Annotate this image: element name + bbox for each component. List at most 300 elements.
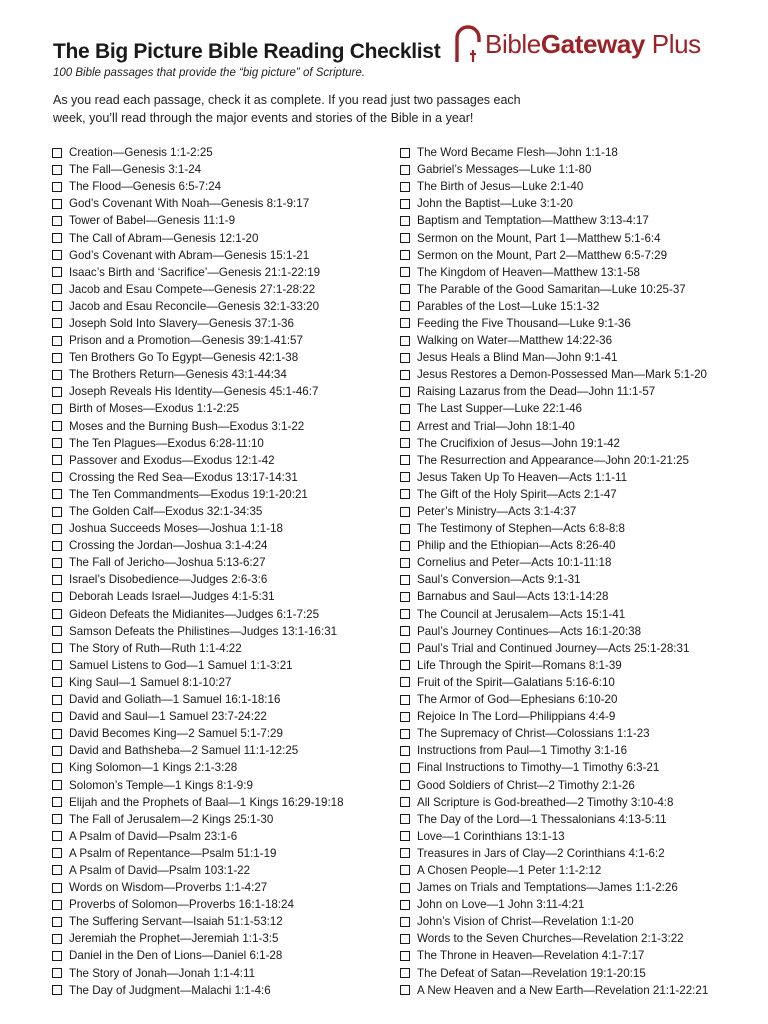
checklist-item <box>52 759 392 776</box>
checklist-new-testament <box>400 144 760 999</box>
checklist-item-label: Joshua Succeeds Moses—Joshua 1:1-18 <box>69 522 283 536</box>
checklist-item <box>400 298 760 315</box>
checkbox[interactable] <box>400 900 410 910</box>
checklist-item-label: David and Bathsheba—2 Samuel 11:1-12:25 <box>69 744 299 758</box>
checkbox[interactable] <box>400 233 410 243</box>
checklist-item-label: The Ten Commandments—Exodus 19:1-20:21 <box>69 487 308 501</box>
checklist-item <box>52 708 392 725</box>
checklist-item-label: Arrest and Trial—John 18:1-40 <box>417 419 575 433</box>
checklist-item-label: A Psalm of David—Psalm 103:1-22 <box>69 863 251 877</box>
checklist-item <box>52 332 392 349</box>
checklist-item-label: Final Instructions to Timothy—1 Timothy 6:3-21 <box>417 761 660 775</box>
checkbox[interactable] <box>400 387 410 397</box>
checklist-item <box>400 195 760 212</box>
checklist-item <box>52 383 392 400</box>
checklist-item-label: Birth of Moses—Exodus 1:1-2:25 <box>69 402 240 416</box>
checklist-item <box>400 281 760 298</box>
checklist-item <box>52 264 392 281</box>
checklist-item <box>400 845 760 862</box>
checklist-item <box>400 674 760 691</box>
checklist-item-label: Jesus Taken Up To Heaven—Acts 1:1-11 <box>417 470 628 484</box>
checkbox[interactable] <box>52 917 62 927</box>
checkbox[interactable] <box>400 148 410 158</box>
checklist-item-label: The Suffering Servant—Isaiah 51:1-53:12 <box>69 915 283 929</box>
checkbox[interactable] <box>400 968 410 978</box>
checklist-item-label: Jesus Heals a Blind Man—John 9:1-41 <box>417 351 618 365</box>
checkbox[interactable] <box>52 626 62 636</box>
checklist-item-label: The Day of Judgment—Malachi 1:1-4:6 <box>69 983 271 997</box>
checklist-item-label: Gabriel’s Messages—Luke 1:1-80 <box>417 163 592 177</box>
checkbox[interactable] <box>52 695 62 705</box>
checklist-item-label: The Brothers Return—Genesis 43:1-44:34 <box>69 368 287 382</box>
checklist-item <box>52 315 392 332</box>
checklist-item-label: The Fall of Jerusalem—2 Kings 25:1-30 <box>69 812 274 826</box>
checklist-item <box>52 862 392 879</box>
checklist-item-label: The Fall—Genesis 3:1-24 <box>69 163 202 177</box>
checkbox[interactable] <box>52 404 62 414</box>
checkbox[interactable] <box>400 507 410 517</box>
checklist-item-label: The Call of Abram—Genesis 12:1-20 <box>69 231 259 245</box>
checklist-item <box>52 828 392 845</box>
checkbox[interactable] <box>400 609 410 619</box>
checkbox[interactable] <box>52 199 62 209</box>
checklist-item <box>52 452 392 469</box>
checkbox[interactable] <box>52 643 62 653</box>
checklist-item <box>400 896 760 913</box>
checkbox[interactable] <box>52 216 62 226</box>
checklist-item <box>52 229 392 246</box>
checklist-item <box>400 930 760 947</box>
checklist-item <box>400 452 760 469</box>
checkbox[interactable] <box>400 199 410 209</box>
checklist-item <box>52 913 392 930</box>
checkbox[interactable] <box>52 421 62 431</box>
checkbox[interactable] <box>400 797 410 807</box>
checklist-item-label: David and Goliath—1 Samuel 16:1-18:16 <box>69 693 281 707</box>
checklist-item-label: The Ten Plagues—Exodus 6:28-11:10 <box>69 436 264 450</box>
checkbox[interactable] <box>52 455 62 465</box>
checkbox[interactable] <box>400 951 410 961</box>
checklist-item <box>52 794 392 811</box>
checklist-item-label: Sermon on the Mount, Part 1—Matthew 5:1-6:4 <box>417 231 661 245</box>
checkbox[interactable] <box>52 985 62 995</box>
checklist-item <box>52 811 392 828</box>
page-title: The Big Picture Bible Reading Checklist <box>53 40 441 63</box>
checklist-item <box>52 776 392 793</box>
checklist-item-label: Treasures in Jars of Clay—2 Corinthians 4:1-6:2 <box>417 846 665 860</box>
checklist-item-label: Israel’s Disobedience—Judges 2:6-3:6 <box>69 573 268 587</box>
checklist-item-label: Saul’s Conversion—Acts 9:1-31 <box>417 573 581 587</box>
logo-text-gateway: Gateway <box>540 29 645 59</box>
biblegateway-plus-logo <box>453 22 701 66</box>
checklist-item <box>52 247 392 264</box>
logo-text-plus: Plus <box>644 29 701 59</box>
checklist-item-label: God’s Covenant With Noah—Genesis 8:1-9:17 <box>69 197 310 211</box>
checklist-item <box>52 965 392 982</box>
checkbox[interactable] <box>52 848 62 858</box>
checkbox[interactable] <box>400 558 410 568</box>
checklist-item <box>400 554 760 571</box>
checklist-item <box>400 520 760 537</box>
checklist-item-label: A Chosen People—1 Peter 1:1-2:12 <box>417 863 602 877</box>
checklist-item <box>400 366 760 383</box>
checkbox[interactable] <box>400 831 410 841</box>
checklist-item-label: The Story of Ruth—Ruth 1:1-4:22 <box>69 641 242 655</box>
checklist-item-label: Proverbs of Solomon—Proverbs 16:1-18:24 <box>69 898 294 912</box>
checklist-item <box>52 537 392 554</box>
checklist-item <box>400 759 760 776</box>
checkbox[interactable] <box>400 353 410 363</box>
logo-text-bible: Bible <box>485 29 541 59</box>
checklist-item-label: The Day of the Lord—1 Thessalonians 4:13-5:11 <box>417 812 667 826</box>
checklist-item <box>400 469 760 486</box>
checklist-item-label: John the Baptist—Luke 3:1-20 <box>417 197 573 211</box>
checkbox[interactable] <box>400 934 410 944</box>
checkbox[interactable] <box>52 541 62 551</box>
checkbox[interactable] <box>52 814 62 824</box>
checkbox[interactable] <box>52 934 62 944</box>
checklist-item-label: Words to the Seven Churches—Revelation 2:1-3:22 <box>417 932 684 946</box>
checklist-item <box>400 229 760 246</box>
checklist-item <box>400 435 760 452</box>
checklist-item-label: Joseph Sold Into Slavery—Genesis 37:1-36 <box>69 316 294 330</box>
checklist-item <box>52 947 392 964</box>
checklist-item <box>52 742 392 759</box>
checklist-item <box>52 178 392 195</box>
checklist-item-label: Tower of Babel—Genesis 11:1-9 <box>69 214 236 228</box>
checkbox[interactable] <box>52 712 62 722</box>
checklist-item <box>52 195 392 212</box>
checklist-item-label: The Resurrection and Appearance—John 20:1-21:25 <box>417 453 689 467</box>
checkbox[interactable] <box>400 472 410 482</box>
checklist-item <box>400 571 760 588</box>
page-subtitle: 100 Bible passages that provide the “big picture” of Scripture. <box>53 67 365 79</box>
checkbox[interactable] <box>400 695 410 705</box>
checklist-item <box>400 708 760 725</box>
checkbox[interactable] <box>52 558 62 568</box>
checkbox[interactable] <box>400 643 410 653</box>
checkbox[interactable] <box>52 883 62 893</box>
checklist-item-label: The Parable of the Good Samaritan—Luke 10:25-37 <box>417 282 686 296</box>
checklist-item <box>400 947 760 964</box>
checklist-item-label: Philip and the Ethiopian—Acts 8:26-40 <box>417 539 616 553</box>
checklist-item <box>52 930 392 947</box>
checklist-item-label: Solomon’s Temple—1 Kings 8:1-9:9 <box>69 778 253 792</box>
checklist-item <box>52 606 392 623</box>
checklist-item <box>52 435 392 452</box>
checklist-item-label: John’s Vision of Christ—Revelation 1:1-20 <box>417 915 634 929</box>
checkbox[interactable] <box>52 182 62 192</box>
checklist-item <box>400 144 760 161</box>
checkbox[interactable] <box>400 404 410 414</box>
checkbox[interactable] <box>52 301 62 311</box>
checklist-item-label: The Defeat of Satan—Revelation 19:1-20:15 <box>417 966 646 980</box>
checklist-item-label: Creation—Genesis 1:1-2:25 <box>69 146 213 160</box>
checklist-item <box>400 161 760 178</box>
checklist-item <box>52 298 392 315</box>
checklist-item-label: James on Trials and Temptations—James 1:1-2:26 <box>417 881 678 895</box>
checklist-item-label: The Throne in Heaven—Revelation 4:1-7:17 <box>417 949 645 963</box>
checkbox[interactable] <box>400 865 410 875</box>
checklist-item <box>400 657 760 674</box>
checkbox[interactable] <box>400 575 410 585</box>
checklist-item-label: Isaac’s Birth and ‘Sacrifice’—Genesis 21:1-22:19 <box>69 265 321 279</box>
checkbox[interactable] <box>400 301 410 311</box>
checkbox[interactable] <box>400 182 410 192</box>
checklist-item <box>400 178 760 195</box>
checklist-item <box>400 606 760 623</box>
checklist-item <box>52 588 392 605</box>
checklist-item <box>52 640 392 657</box>
checklist-item <box>400 503 760 520</box>
checkbox[interactable] <box>52 250 62 260</box>
checkbox[interactable] <box>52 797 62 807</box>
checkbox[interactable] <box>52 165 62 175</box>
checkbox[interactable] <box>52 318 62 328</box>
checkbox[interactable] <box>52 865 62 875</box>
checklist-item-label: The Fall of Jericho—Joshua 5:13-6:27 <box>69 556 266 570</box>
checklist-item-label: Feeding the Five Thousand—Luke 9:1-36 <box>417 316 631 330</box>
checklist-item <box>400 383 760 400</box>
checkbox[interactable] <box>52 148 62 158</box>
checklist-item-label: All Scripture is God-breathed—2 Timothy 3:10-4:8 <box>417 795 674 809</box>
checkbox[interactable] <box>52 489 62 499</box>
checkbox[interactable] <box>52 233 62 243</box>
gateway-arch-icon <box>453 24 483 64</box>
checklist-item <box>52 845 392 862</box>
checkbox[interactable] <box>52 968 62 978</box>
checklist-item-label: Paul’s Journey Continues—Acts 16:1-20:38 <box>417 624 642 638</box>
checkbox[interactable] <box>400 780 410 790</box>
checklist-item <box>400 862 760 879</box>
checklist-item <box>52 212 392 229</box>
checkbox[interactable] <box>400 267 410 277</box>
checkbox[interactable] <box>400 421 410 431</box>
checklist-item <box>52 503 392 520</box>
checklist-item <box>52 144 392 161</box>
checklist-item-label: Samson Defeats the Philistines—Judges 13:1-16:31 <box>69 624 338 638</box>
checkbox[interactable] <box>400 917 410 927</box>
checklist-item-label: Life Through the Spirit—Romans 8:1-39 <box>417 658 622 672</box>
checklist-item <box>52 896 392 913</box>
checklist-item-label: Words on Wisdom—Proverbs 1:1-4:27 <box>69 881 268 895</box>
checklist-item-label: Gideon Defeats the Midianites—Judges 6:1-7:25 <box>69 607 320 621</box>
checkbox[interactable] <box>52 609 62 619</box>
checklist-item-label: David Becomes King—2 Samuel 5:1-7:29 <box>69 727 283 741</box>
checklist-item-label: The Word Became Flesh—John 1:1-18 <box>417 146 618 160</box>
checkbox[interactable] <box>400 216 410 226</box>
checklist-item-label: Prison and a Promotion—Genesis 39:1-41:57 <box>69 334 303 348</box>
checklist-item-label: The Armor of God—Ephesians 6:10-20 <box>417 693 618 707</box>
checklist-item <box>52 725 392 742</box>
checklist-item-label: Raising Lazarus from the Dead—John 11:1-57 <box>417 385 656 399</box>
checkbox[interactable] <box>400 489 410 499</box>
checkbox[interactable] <box>52 472 62 482</box>
checklist-item-label: Jacob and Esau Reconcile—Genesis 32:1-33:20 <box>69 299 320 313</box>
checkbox[interactable] <box>52 524 62 534</box>
checklist-item-label: The Council at Jerusalem—Acts 15:1-41 <box>417 607 626 621</box>
checklist-item-label: Crossing the Red Sea—Exodus 13:17-14:31 <box>69 470 298 484</box>
checkbox[interactable] <box>400 438 410 448</box>
checklist-item-label: A Psalm of David—Psalm 23:1-6 <box>69 829 238 843</box>
checklist-item-label: David and Saul—1 Samuel 23:7-24:22 <box>69 710 267 724</box>
checkbox[interactable] <box>400 455 410 465</box>
checklist-item <box>52 571 392 588</box>
checklist-item-label: The Supremacy of Christ—Colossians 1:1-23 <box>417 727 650 741</box>
checklist-item-label: The Gift of the Holy Spirit—Acts 2:1-47 <box>417 487 617 501</box>
checkbox[interactable] <box>52 660 62 670</box>
checkbox[interactable] <box>400 660 410 670</box>
checkbox[interactable] <box>400 524 410 534</box>
checkbox[interactable] <box>52 729 62 739</box>
checkbox[interactable] <box>52 780 62 790</box>
checklist-item <box>52 520 392 537</box>
checkbox[interactable] <box>400 165 410 175</box>
checklist-item-label: Rejoice In The Lord—Philippians 4:4-9 <box>417 710 616 724</box>
checklist-item-label: Daniel in the Den of Lions—Daniel 6:1-28 <box>69 949 283 963</box>
checklist-item <box>400 811 760 828</box>
checklist-item-label: Paul’s Trial and Continued Journey—Acts 25:1-28:31 <box>417 641 690 655</box>
checkbox[interactable] <box>400 814 410 824</box>
checkbox[interactable] <box>400 729 410 739</box>
checklist-item-label: Jeremiah the Prophet—Jeremiah 1:1-3:5 <box>69 932 279 946</box>
checklist-item-label: Crossing the Jordan—Joshua 3:1-4:24 <box>69 539 268 553</box>
checklist-item <box>400 640 760 657</box>
checkbox[interactable] <box>400 746 410 756</box>
checklist-item-label: Cornelius and Peter—Acts 10:1-11:18 <box>417 556 612 570</box>
checkbox[interactable] <box>52 507 62 517</box>
checklist-item <box>400 264 760 281</box>
checkbox[interactable] <box>52 336 62 346</box>
checkbox[interactable] <box>52 592 62 602</box>
checklist-item-label: The Last Supper—Luke 22:1-46 <box>417 402 582 416</box>
checklist-item <box>52 469 392 486</box>
checklist-item <box>400 212 760 229</box>
checklist-item-label: King Solomon—1 Kings 2:1-3:28 <box>69 761 238 775</box>
checklist-item-label: The Birth of Jesus—Luke 2:1-40 <box>417 180 584 194</box>
checklist-item <box>52 418 392 435</box>
checklist-item-label: Samuel Listens to God—1 Samuel 1:1-3:21 <box>69 658 293 672</box>
checklist-item <box>52 486 392 503</box>
checklist-item <box>52 691 392 708</box>
checkbox[interactable] <box>52 951 62 961</box>
checkbox[interactable] <box>400 677 410 687</box>
checklist-item <box>400 879 760 896</box>
checkbox[interactable] <box>400 626 410 636</box>
checkbox[interactable] <box>400 848 410 858</box>
checklist-item-label: Baptism and Temptation—Matthew 3:13-4:17 <box>417 214 649 228</box>
checklist-item <box>400 776 760 793</box>
checklist-item-label: Fruit of the Spirit—Galatians 5:16-6:10 <box>417 675 615 689</box>
checklist-item <box>52 982 392 999</box>
checkbox[interactable] <box>52 370 62 380</box>
checklist-item <box>52 161 392 178</box>
checkbox[interactable] <box>400 763 410 773</box>
checklist-old-testament <box>52 144 392 999</box>
checklist-item <box>52 554 392 571</box>
checklist-item-label: Barnabus and Saul—Acts 13:1-14:28 <box>417 590 609 604</box>
checkbox[interactable] <box>400 541 410 551</box>
checkbox[interactable] <box>400 284 410 294</box>
checkbox[interactable] <box>52 746 62 756</box>
checkbox[interactable] <box>52 831 62 841</box>
checklist-item <box>400 623 760 640</box>
checklist-item <box>400 965 760 982</box>
checklist-item <box>400 913 760 930</box>
checklist-item-label: Instructions from Paul—1 Timothy 3:1-16 <box>417 744 628 758</box>
checkbox[interactable] <box>52 353 62 363</box>
checklist-item-label: A Psalm of Repentance—Psalm 51:1-19 <box>69 846 277 860</box>
checkbox[interactable] <box>400 336 410 346</box>
checkbox[interactable] <box>52 763 62 773</box>
checklist-item <box>400 400 760 417</box>
checklist-item <box>400 588 760 605</box>
checklist-item-label: The Testimony of Stephen—Acts 6:8-8:8 <box>417 522 625 536</box>
checklist-item <box>400 691 760 708</box>
checklist-item-label: King Saul—1 Samuel 8:1-10:27 <box>69 675 232 689</box>
checklist-item <box>52 657 392 674</box>
checklist-item-label: Joseph Reveals His Identity—Genesis 45:1-46:7 <box>69 385 319 399</box>
checklist-item-label: Peter’s Ministry—Acts 3:1-4:37 <box>417 505 577 519</box>
checkbox[interactable] <box>400 592 410 602</box>
checkbox[interactable] <box>52 284 62 294</box>
checklist-item-label: The Golden Calf—Exodus 32:1-34:35 <box>69 505 263 519</box>
checkbox[interactable] <box>52 387 62 397</box>
checklist-item-label: Parables of the Lost—Luke 15:1-32 <box>417 299 600 313</box>
checklist-item <box>52 349 392 366</box>
checklist-item-label: Sermon on the Mount, Part 2—Matthew 6:5-7:29 <box>417 248 668 262</box>
checklist-item-label: A New Heaven and a New Earth—Revelation 21:1-22:21 <box>417 983 709 997</box>
checkbox[interactable] <box>52 438 62 448</box>
checklist-item <box>400 349 760 366</box>
checklist-item-label: The Flood—Genesis 6:5-7:24 <box>69 180 222 194</box>
checklist-item <box>400 537 760 554</box>
checklist-item-label: God’s Covenant with Abram—Genesis 15:1-21 <box>69 248 310 262</box>
checklist-item-label: Passover and Exodus—Exodus 12:1-42 <box>69 453 275 467</box>
checkbox[interactable] <box>52 900 62 910</box>
checklist-item <box>52 281 392 298</box>
checklist-item-label: Deborah Leads Israel—Judges 4:1-5:31 <box>69 590 275 604</box>
checkbox[interactable] <box>400 250 410 260</box>
checklist-item <box>400 794 760 811</box>
checklist-item-label: Good Soldiers of Christ—2 Timothy 2:1-26 <box>417 778 635 792</box>
checklist-item <box>400 828 760 845</box>
checkbox[interactable] <box>52 575 62 585</box>
checklist-item-label: Walking on Water—Matthew 14:22-36 <box>417 334 613 348</box>
checklist-item-label: Elijah and the Prophets of Baal—1 Kings 16:29-19:18 <box>69 795 344 809</box>
checklist-item-label: The Kingdom of Heaven—Matthew 13:1-58 <box>417 265 640 279</box>
checklist-item <box>52 623 392 640</box>
checklist-item <box>52 879 392 896</box>
intro-paragraph: As you read each passage, check it as complete. If you read just two passages each week, you’ll read through the major events and stories of the Bible in a year! <box>53 93 521 125</box>
checklist-item-label: Moses and the Burning Bush—Exodus 3:1-22 <box>69 419 305 433</box>
checklist-item <box>400 982 760 999</box>
checkbox[interactable] <box>400 712 410 722</box>
checklist-item <box>400 418 760 435</box>
checkbox[interactable] <box>400 318 410 328</box>
checklist-item <box>400 332 760 349</box>
checkbox[interactable] <box>52 677 62 687</box>
checkbox[interactable] <box>400 370 410 380</box>
checklist-item <box>52 400 392 417</box>
checklist-item <box>400 247 760 264</box>
checklist-item <box>400 725 760 742</box>
checklist-item <box>400 742 760 759</box>
checkbox[interactable] <box>400 985 410 995</box>
checklist-item <box>400 315 760 332</box>
checkbox[interactable] <box>400 883 410 893</box>
checkbox[interactable] <box>52 267 62 277</box>
